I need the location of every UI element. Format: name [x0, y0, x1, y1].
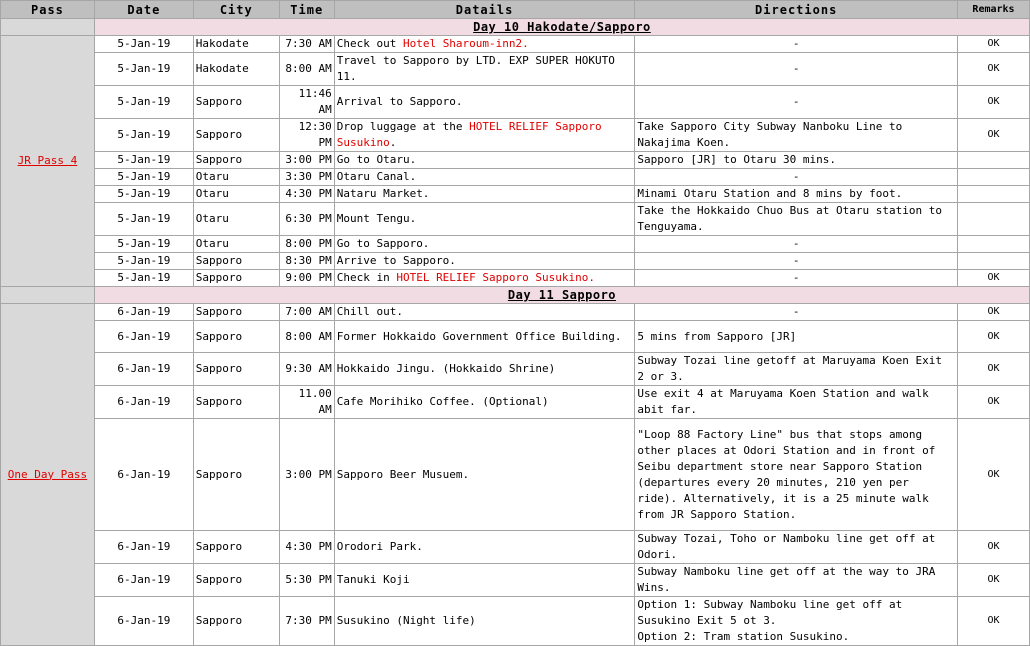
remarks-cell[interactable]: OK [958, 531, 1030, 564]
details-cell[interactable]: Go to Otaru. [334, 152, 635, 169]
time-cell[interactable]: 8:00 PM [279, 236, 334, 253]
time-cell[interactable]: 9:30 AM [279, 353, 334, 386]
details-cell[interactable]: Arrive to Sapporo. [334, 253, 635, 270]
header-city[interactable]: City [193, 1, 279, 19]
header-details[interactable]: Datails [334, 1, 635, 19]
directions-cell[interactable]: "Loop 88 Factory Line" bus that stops among other places at Odori Station and in front of Seibu department store near Sapporo Station (departures every 20 minutes, 210 yen per ride). Alternatively, it is a 25 minute walk from JR Sapporo Station. [635, 419, 958, 531]
remarks-cell[interactable]: OK [958, 321, 1030, 353]
details-cell[interactable] [334, 36, 635, 53]
directions-cell[interactable]: Subway Namboku line get off at the way to JRA Wins. [635, 564, 958, 597]
details-cell[interactable]: Nataru Market. [334, 186, 635, 203]
details-text: Check out [336, 37, 403, 50]
date-cell[interactable]: 6-Jan-19 [94, 597, 193, 646]
remarks-cell[interactable]: OK [958, 304, 1030, 321]
day-11-title-row [1, 287, 1030, 304]
date-cell[interactable]: 6-Jan-19 [94, 304, 193, 321]
remarks-cell[interactable] [958, 253, 1030, 270]
time-cell[interactable]: 12:30 PM [279, 119, 334, 152]
time-cell[interactable]: 6:30 PM [279, 203, 334, 236]
details-suffix: . [389, 136, 397, 149]
pass-cell-jr-pass-4[interactable] [1, 36, 95, 287]
pass-cell-one-day-pass[interactable] [1, 304, 95, 646]
details-cell[interactable]: Former Hokkaido Government Office Building. [334, 321, 635, 353]
remarks-cell[interactable]: OK [958, 86, 1030, 119]
directions-cell[interactable] [635, 597, 958, 646]
details-cell[interactable]: Susukino (Night life) [334, 597, 635, 646]
date-cell[interactable]: 5-Jan-19 [94, 236, 193, 253]
time-cell[interactable]: 8:30 PM [279, 253, 334, 270]
time-cell[interactable]: 11:46 AM [279, 86, 334, 119]
date-cell[interactable]: 5-Jan-19 [94, 152, 193, 169]
date-cell[interactable]: 5-Jan-19 [94, 270, 193, 287]
header-row [1, 1, 1030, 19]
table-row [1, 86, 1030, 119]
directions-cell[interactable]: 5 mins from Sapporo [JR] [635, 321, 958, 353]
time-cell[interactable]: 8:00 AM [279, 53, 334, 86]
details-text: Drop luggage at the [336, 120, 470, 133]
details-cell[interactable] [334, 119, 635, 152]
directions-cell[interactable]: - [635, 304, 958, 321]
remarks-cell[interactable] [958, 169, 1030, 186]
time-cell[interactable]: 8:00 AM [279, 321, 334, 353]
table-row [1, 597, 1030, 646]
city-cell[interactable]: Sapporo [193, 304, 279, 321]
details-cell[interactable]: Otaru Canal. [334, 169, 635, 186]
date-cell[interactable]: 5-Jan-19 [94, 36, 193, 53]
date-cell[interactable]: 5-Jan-19 [94, 53, 193, 86]
time-cell[interactable]: 4:30 PM [279, 531, 334, 564]
pass-spacer-cell[interactable] [1, 19, 95, 36]
header-pass[interactable]: Pass [1, 1, 95, 19]
details-cell[interactable]: Travel to Sapporo by LTD. EXP SUPER HOKUTO 11. [334, 53, 635, 86]
day-10-title-row [1, 19, 1030, 36]
directions-cell[interactable]: Sapporo [JR] to Otaru 30 mins. [635, 152, 958, 169]
time-cell[interactable]: 3:00 PM [279, 419, 334, 531]
date-cell[interactable]: 5-Jan-19 [94, 169, 193, 186]
details-cell[interactable]: Arrival to Sapporo. [334, 86, 635, 119]
remarks-cell[interactable] [958, 236, 1030, 253]
date-cell[interactable]: 5-Jan-19 [94, 186, 193, 203]
details-cell[interactable]: Go to Sapporo. [334, 236, 635, 253]
directions-cell[interactable]: - [635, 86, 958, 119]
table-row [1, 203, 1030, 236]
table-row [1, 152, 1030, 169]
details-cell[interactable]: Chill out. [334, 304, 635, 321]
table-row [1, 186, 1030, 203]
directions-cell[interactable]: Take the Hokkaido Chuo Bus at Otaru station to Tenguyama. [635, 203, 958, 236]
directions-cell[interactable]: - [635, 236, 958, 253]
date-cell[interactable]: 6-Jan-19 [94, 353, 193, 386]
city-cell[interactable]: Sapporo [193, 353, 279, 386]
hotel-name: Hotel Sharoum-inn2. [402, 37, 529, 50]
city-cell[interactable]: Otaru [193, 186, 279, 203]
remarks-cell[interactable]: OK [958, 597, 1030, 646]
time-cell[interactable]: 7:00 AM [279, 304, 334, 321]
directions-cell[interactable]: - [635, 253, 958, 270]
table-row [1, 169, 1030, 186]
header-date[interactable]: Date [94, 1, 193, 19]
city-cell[interactable]: Sapporo [193, 386, 279, 419]
time-cell[interactable]: 4:30 PM [279, 186, 334, 203]
directions-cell[interactable]: - [635, 53, 958, 86]
table-row [1, 253, 1030, 270]
remarks-cell[interactable]: OK [958, 564, 1030, 597]
remarks-cell[interactable] [958, 186, 1030, 203]
city-cell[interactable]: Sapporo [193, 152, 279, 169]
directions-option-1: Option 1: Subway Namboku line get off at Susukino Exit 5 ot 3. [637, 598, 903, 627]
table-row [1, 236, 1030, 253]
city-cell[interactable]: Otaru [193, 236, 279, 253]
directions-cell[interactable]: Subway Tozai line getoff at Maruyama Koen Exit 2 or 3. [635, 353, 958, 386]
day-10-title[interactable]: Day 10 Hakodate/Sapporo [94, 19, 1029, 36]
day-11-title[interactable]: Day 11 Sapporo [94, 287, 1029, 304]
remarks-cell[interactable] [958, 152, 1030, 169]
details-cell[interactable]: Cafe Morihiko Coffee. (Optional) [334, 386, 635, 419]
date-cell[interactable]: 6-Jan-19 [94, 321, 193, 353]
city-cell[interactable]: Sapporo [193, 531, 279, 564]
table-row [1, 270, 1030, 287]
details-text: Check in [336, 271, 397, 284]
time-cell[interactable]: 5:30 PM [279, 564, 334, 597]
date-cell[interactable]: 5-Jan-19 [94, 203, 193, 236]
table-row [1, 304, 1030, 321]
city-cell[interactable]: Sapporo [193, 419, 279, 531]
date-cell[interactable]: 6-Jan-19 [94, 419, 193, 531]
date-cell[interactable]: 6-Jan-19 [94, 564, 193, 597]
header-time[interactable]: Time [279, 1, 334, 19]
time-cell[interactable]: 3:30 PM [279, 169, 334, 186]
directions-cell[interactable]: - [635, 36, 958, 53]
directions-cell[interactable]: - [635, 169, 958, 186]
details-cell[interactable]: Mount Tengu. [334, 203, 635, 236]
details-suffix: . [588, 271, 596, 284]
city-cell[interactable]: Hakodate [193, 36, 279, 53]
remarks-cell[interactable]: OK [958, 353, 1030, 386]
time-cell[interactable]: 9:00 PM [279, 270, 334, 287]
date-cell[interactable]: 6-Jan-19 [94, 531, 193, 564]
date-cell[interactable]: 5-Jan-19 [94, 253, 193, 270]
date-cell[interactable]: 5-Jan-19 [94, 119, 193, 152]
table-row [1, 419, 1030, 531]
city-cell[interactable]: Sapporo [193, 564, 279, 597]
jr-pass-4-link[interactable]: JR Pass 4 [17, 154, 78, 167]
city-cell[interactable]: Sapporo [193, 86, 279, 119]
hotel-name: HOTEL RELIEF Sapporo Susukino [336, 120, 602, 149]
remarks-cell[interactable]: OK [958, 53, 1030, 86]
city-cell[interactable]: Otaru [193, 203, 279, 236]
city-cell[interactable]: Otaru [193, 169, 279, 186]
directions-option-2: Option 2: Tram station Susukino. [637, 630, 850, 643]
remarks-cell[interactable]: OK [958, 386, 1030, 419]
directions-cell[interactable]: Subway Tozai, Toho or Namboku line get off at Odori. [635, 531, 958, 564]
table-row [1, 321, 1030, 353]
details-cell[interactable]: Sapporo Beer Musuem. [334, 419, 635, 531]
time-cell[interactable]: 11.00 AM [279, 386, 334, 419]
directions-cell[interactable]: Minami Otaru Station and 8 mins by foot. [635, 186, 958, 203]
details-cell[interactable]: Hokkaido Jingu. (Hokkaido Shrine) [334, 353, 635, 386]
table-row [1, 353, 1030, 386]
city-cell[interactable]: Hakodate [193, 53, 279, 86]
remarks-cell[interactable]: OK [958, 36, 1030, 53]
date-cell[interactable]: 6-Jan-19 [94, 386, 193, 419]
header-directions[interactable]: Directions [635, 1, 958, 19]
directions-cell[interactable]: Use exit 4 at Maruyama Koen Station and walk abit far. [635, 386, 958, 419]
date-cell[interactable]: 5-Jan-19 [94, 86, 193, 119]
city-cell[interactable]: Sapporo [193, 321, 279, 353]
time-cell[interactable]: 7:30 AM [279, 36, 334, 53]
time-cell[interactable]: 3:00 PM [279, 152, 334, 169]
details-cell[interactable]: Tanuki Koji [334, 564, 635, 597]
remarks-cell[interactable] [958, 203, 1030, 236]
table-row [1, 36, 1030, 53]
city-cell[interactable]: Sapporo [193, 119, 279, 152]
table-row [1, 119, 1030, 152]
remarks-cell[interactable]: OK [958, 119, 1030, 152]
table-row [1, 564, 1030, 597]
one-day-pass-link[interactable]: One Day Pass [7, 467, 88, 481]
remarks-cell[interactable]: OK [958, 419, 1030, 531]
details-cell[interactable] [334, 270, 635, 287]
directions-cell[interactable]: Take Sapporo City Subway Nanboku Line to Nakajima Koen. [635, 119, 958, 152]
directions-cell[interactable]: - [635, 270, 958, 287]
hotel-name: HOTEL RELIEF Sapporo Susukino [396, 271, 589, 284]
city-cell[interactable]: Sapporo [193, 597, 279, 646]
table-row [1, 386, 1030, 419]
table-row [1, 53, 1030, 86]
remarks-cell[interactable]: OK [958, 270, 1030, 287]
time-cell[interactable]: 7:30 PM [279, 597, 334, 646]
city-cell[interactable]: Sapporo [193, 253, 279, 270]
header-remarks[interactable]: Remarks [958, 1, 1030, 19]
table-row [1, 531, 1030, 564]
details-cell[interactable]: Orodori Park. [334, 531, 635, 564]
city-cell[interactable]: Sapporo [193, 270, 279, 287]
pass-spacer-cell[interactable] [1, 287, 95, 304]
